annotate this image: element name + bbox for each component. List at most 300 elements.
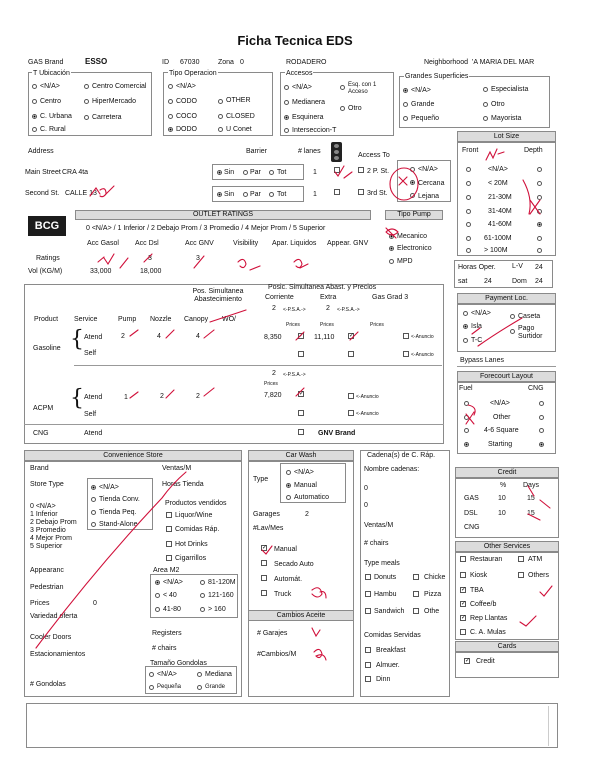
- lot-front-radio[interactable]: [466, 236, 471, 241]
- svc-checkbox[interactable]: ✓: [461, 615, 467, 621]
- barrier-sin: Sin: [224, 191, 235, 198]
- gnv-brand-label: GNV Brand: [318, 430, 356, 437]
- pump-opt: MPD: [397, 258, 413, 265]
- meal-label: Hambu: [374, 591, 397, 598]
- scale-item: 5 Superior: [30, 543, 63, 550]
- ubicacion-radio-urbana[interactable]: [32, 114, 37, 119]
- scale-item: 0 <N/A>: [30, 503, 56, 510]
- credit-gas-label: GAS: [464, 495, 479, 502]
- pos-simul-label: Pos. Simultanea Abastecimiento: [192, 288, 244, 303]
- second-barrier-par[interactable]: [243, 192, 248, 197]
- acpm-self-label: Self: [84, 411, 97, 418]
- served-checkbox[interactable]: [365, 647, 371, 653]
- svc-label: Kiosk: [470, 572, 488, 579]
- second-lanes-value[interactable]: 1: [313, 191, 317, 198]
- cadena-value[interactable]: 0: [364, 502, 368, 509]
- op-radio-closed[interactable]: [218, 114, 223, 119]
- gas-nozzle-value[interactable]: 4: [157, 333, 161, 340]
- self-corr-checkbox[interactable]: [298, 351, 304, 357]
- meal-checkbox[interactable]: [413, 608, 419, 614]
- fc-opt: Starting: [488, 441, 513, 448]
- bcg-logo: BCG: [28, 216, 66, 236]
- cw-opt-checkbox[interactable]: ✓: [262, 545, 268, 551]
- cng-atend-label: Atend: [84, 430, 103, 437]
- acc-radio-interseccion[interactable]: [284, 128, 289, 133]
- op-radio-uconet[interactable]: [218, 127, 223, 132]
- tam-radio[interactable]: [149, 685, 154, 690]
- area-radio[interactable]: [200, 593, 205, 598]
- svc-label: TBA: [470, 587, 484, 594]
- ubicacion-radio-cc[interactable]: [84, 84, 89, 89]
- cw-opt-label: Manual: [274, 546, 297, 553]
- second-access-checkbox[interactable]: [334, 189, 340, 195]
- ubicacion-title: T Ubicación: [33, 70, 70, 77]
- lot-front-radio[interactable]: [466, 209, 471, 214]
- lanes-label: # lanes: [298, 148, 321, 155]
- neighborhood-label: Neighborhood: [424, 59, 468, 66]
- tam-radio[interactable]: [197, 672, 202, 677]
- pump-radio-mecanico[interactable]: [389, 234, 394, 239]
- ubicacion-opt: Centro: [40, 98, 62, 105]
- op-radio-na[interactable]: [168, 84, 173, 89]
- area-radio[interactable]: [200, 580, 205, 585]
- address-label: Address: [28, 148, 54, 155]
- zona-label: Zona: [218, 59, 234, 66]
- svc-checkbox[interactable]: [460, 556, 466, 562]
- prox-opt: <N/A>: [418, 166, 438, 173]
- tam-radio[interactable]: [149, 672, 154, 677]
- lot-opt: < 20M: [488, 180, 508, 187]
- cnt-extra[interactable]: 2: [326, 305, 330, 312]
- acc-radio-otro[interactable]: [340, 106, 345, 111]
- scale-item: 1 Inferior: [30, 511, 58, 518]
- lot-depth-radio[interactable]: [537, 248, 542, 253]
- main-barrier-tot[interactable]: [269, 170, 274, 175]
- prox-opt: Cercana: [418, 180, 445, 187]
- cnt-corriente[interactable]: 2: [272, 305, 276, 312]
- tam-opt: Mediana: [205, 671, 232, 678]
- second-barrier-sin[interactable]: [217, 192, 222, 197]
- svc-label: Others: [528, 572, 550, 579]
- forecourt-cng-label: CNG: [528, 385, 544, 392]
- credit-gas-pct[interactable]: 10: [498, 495, 506, 502]
- id-label: ID: [162, 59, 169, 66]
- svc-checkbox[interactable]: [460, 629, 466, 635]
- cw-opt-checkbox[interactable]: [261, 575, 267, 581]
- store-radio-na[interactable]: [91, 485, 96, 490]
- garages-label: Garages: [253, 511, 280, 518]
- prod-checkbox[interactable]: [166, 541, 172, 547]
- acpm-self-anuncio-checkbox[interactable]: [348, 410, 354, 416]
- outlet-col: Acc GNV: [185, 240, 214, 247]
- psa-label: <-P.S.A.->: [283, 307, 306, 313]
- rating-gnv[interactable]: 3: [196, 255, 200, 262]
- neighborhood-value[interactable]: 'A MARIA DEL MAR: [472, 59, 535, 66]
- meal-label: Donuts: [374, 574, 397, 581]
- fc-cng-radio[interactable]: [539, 401, 544, 406]
- served-label: Dinn: [376, 676, 391, 683]
- prod-checkbox[interactable]: [166, 512, 172, 518]
- second-barrier-tot[interactable]: [269, 192, 274, 197]
- bypass-lanes-label: Bypass Lanes: [460, 357, 504, 364]
- fc-fuel-radio[interactable]: [464, 428, 469, 433]
- cw-radio-manual[interactable]: [286, 483, 291, 488]
- prod-label: Cigarrillos: [175, 555, 207, 562]
- form-title: Ficha Tecnica EDS: [237, 33, 353, 48]
- registers-label: Registers: [152, 630, 182, 637]
- barrier-sin: Sin: [224, 169, 235, 176]
- col-wo: WO/: [222, 316, 236, 323]
- tam-opt: <N/A>: [157, 671, 177, 678]
- ubicacion-radio-hiper[interactable]: [84, 99, 89, 104]
- cambios-label: #Cambios/M: [257, 651, 297, 658]
- sup-opt: Otro: [491, 101, 505, 108]
- ubicacion-opt: C. Urbana: [40, 113, 72, 120]
- lv-value[interactable]: 24: [535, 264, 543, 271]
- self-extra-checkbox[interactable]: [348, 351, 354, 357]
- acc-radio-medianera[interactable]: [284, 100, 289, 105]
- acpm-brace: {: [70, 386, 84, 411]
- horas-label: Horas Oper.: [458, 264, 496, 271]
- acpm-self-checkbox[interactable]: [298, 410, 304, 416]
- sup-radio-na[interactable]: [403, 88, 408, 93]
- third-st-label: 3rd St.: [367, 190, 388, 197]
- rating-dsl[interactable]: 3: [148, 255, 152, 262]
- lot-front-radio[interactable]: [466, 222, 471, 227]
- lot-front-radio[interactable]: [466, 181, 471, 186]
- acpm-count[interactable]: 2: [272, 370, 276, 377]
- bypass-divider: [457, 366, 556, 367]
- svc-checkbox[interactable]: [518, 556, 524, 562]
- pay-opt: Pago Surtidor: [518, 325, 543, 340]
- credit-header: Credit: [455, 467, 559, 478]
- sup-opt: Especialista: [491, 86, 529, 93]
- area-radio[interactable]: [155, 593, 160, 598]
- third-st-checkbox[interactable]: [358, 189, 364, 195]
- gas-corr-checkbox[interactable]: ✓: [299, 333, 305, 339]
- acc-radio-esquinera[interactable]: [284, 115, 289, 120]
- op-opt: OTHER: [226, 97, 251, 104]
- meal-checkbox[interactable]: [365, 608, 371, 614]
- svc-checkbox[interactable]: [460, 572, 466, 578]
- prices-label: Prices: [370, 322, 384, 328]
- area-radio[interactable]: [155, 580, 160, 585]
- credit-dsl-days[interactable]: 15: [527, 510, 535, 517]
- ubicacion-radio-na[interactable]: [32, 84, 37, 89]
- meal-checkbox[interactable]: [365, 574, 371, 580]
- cw-opt: Manual: [294, 482, 317, 489]
- barrier-tot: Tot: [277, 191, 287, 198]
- pay-radio-isla[interactable]: [463, 324, 468, 329]
- acpm-price[interactable]: 7,820: [264, 392, 282, 399]
- accesos-title: Accesos: [286, 70, 313, 77]
- forecourt-fuel-label: Fuel: [459, 385, 473, 392]
- fc-cng-radio[interactable]: [539, 428, 544, 433]
- pump-radio-electronico[interactable]: [389, 246, 394, 251]
- prices-label: Prices: [286, 322, 300, 328]
- tam-radio[interactable]: [197, 685, 202, 690]
- barrier-tot: Tot: [277, 169, 287, 176]
- lot-depth-radio[interactable]: [537, 181, 542, 186]
- posic-label: Posic. Simultanea Abast. y Precios: [268, 284, 377, 291]
- prices-label: Prices: [320, 322, 334, 328]
- svc-checkbox[interactable]: [518, 572, 524, 578]
- area-radio[interactable]: [155, 607, 160, 612]
- sup-radio-pequeno[interactable]: [403, 116, 408, 121]
- svc-label: Rep Llantas: [470, 615, 508, 622]
- acpm-canopy-value[interactable]: 2: [196, 393, 200, 400]
- lot-depth-radio[interactable]: [537, 209, 542, 214]
- meal-label: Othe: [424, 608, 440, 615]
- fuel-section: [24, 284, 444, 444]
- op-radio-coco[interactable]: [168, 114, 173, 119]
- lot-front-label: Front: [462, 147, 479, 154]
- fc-cng-radio[interactable]: [539, 442, 544, 447]
- main-street-label: Main Street: [25, 169, 61, 176]
- acpm-nozzle-value[interactable]: 2: [160, 393, 164, 400]
- two-pst-checkbox[interactable]: [358, 167, 364, 173]
- lot-depth-radio[interactable]: [537, 195, 542, 200]
- acc-radio-na[interactable]: [284, 85, 289, 90]
- ubicacion-radio-rural[interactable]: [32, 127, 37, 132]
- store-radio-peq[interactable]: [91, 510, 96, 515]
- sup-opt: <N/A>: [411, 87, 431, 94]
- lot-depth-radio[interactable]: [537, 167, 542, 172]
- cadena-ventas-label: Ventas/M: [364, 522, 394, 529]
- fc-cng-radio[interactable]: [539, 415, 544, 420]
- second-st-value[interactable]: CALLE 13: [65, 190, 97, 197]
- cw-opt-label: Truck: [274, 591, 292, 598]
- op-opt: U Conet: [226, 126, 252, 133]
- operacion-title: Tipo Operacion: [169, 70, 217, 77]
- pay-radio-tc[interactable]: [463, 338, 468, 343]
- fuel-divider: [74, 365, 442, 366]
- vol-gasol[interactable]: 33,000: [90, 268, 112, 275]
- sup-radio-mayorista[interactable]: [483, 116, 488, 121]
- sup-radio-grande[interactable]: [403, 102, 408, 107]
- services-header: Other Services: [455, 541, 559, 552]
- served-checkbox[interactable]: [365, 676, 371, 682]
- garages-value[interactable]: 2: [305, 511, 309, 518]
- meal-checkbox[interactable]: [365, 591, 371, 597]
- credit-pct-label: %: [500, 482, 507, 489]
- estacionamientos-label: Estacionamientos: [30, 651, 86, 658]
- area-radio[interactable]: [200, 607, 205, 612]
- svc-label: ATM: [528, 556, 543, 563]
- lot-opt: 21-30M: [488, 194, 512, 201]
- cards-credit-checkbox[interactable]: ✓: [465, 658, 471, 664]
- cw-opt: Automatico: [294, 494, 330, 501]
- acpm-price-checkbox[interactable]: ✓: [299, 391, 305, 397]
- col-nozzle: Nozzle: [150, 316, 172, 323]
- garajes-label: # Garajes: [257, 630, 288, 637]
- gas-pump-value[interactable]: 2: [121, 333, 125, 340]
- op-radio-dodo[interactable]: [168, 127, 173, 132]
- ubicacion-radio-centro[interactable]: [32, 99, 37, 104]
- col-service: Service: [74, 316, 98, 323]
- lot-front-radio[interactable]: [466, 248, 471, 253]
- cng-label: CNG: [33, 430, 49, 437]
- lav-mes-label: #Lav/Mes: [253, 525, 284, 532]
- fc-fuel-radio[interactable]: [464, 401, 469, 406]
- outlet-col: Appear. GNV: [327, 240, 369, 247]
- svc-label: C. A. Mulas: [470, 629, 506, 636]
- cng-checkbox[interactable]: [298, 429, 304, 435]
- pay-radio-caseta[interactable]: [510, 314, 515, 319]
- main-barrier-par[interactable]: [243, 170, 248, 175]
- meal-checkbox[interactable]: [413, 574, 419, 580]
- zona-value[interactable]: 0: [240, 59, 244, 66]
- conv-store-type-label: Store Type: [30, 481, 64, 488]
- cambios-header: Cambios Aceite: [248, 610, 354, 621]
- acc-radio-esq1[interactable]: [340, 85, 345, 90]
- acc-opt: Interseccion-T: [292, 127, 337, 134]
- tam-opt: Pequeña: [157, 684, 182, 690]
- outlet-ratings-header: OUTLET RATINGS: [75, 210, 371, 220]
- variedad-label: Variedad oferta: [30, 613, 78, 620]
- cw-radio-na[interactable]: [286, 470, 291, 475]
- lot-opt: 41-60M: [488, 221, 512, 228]
- self-anuncio-checkbox[interactable]: [403, 351, 409, 357]
- anuncio-label: <-Anuncio: [411, 334, 434, 340]
- op-opt: CODO: [176, 98, 197, 105]
- anuncio-label: <-Anuncio: [411, 352, 434, 358]
- price-extra[interactable]: 11,110: [314, 334, 335, 341]
- op-opt: COCO: [176, 113, 197, 120]
- credit-dsl-pct[interactable]: 10: [498, 510, 506, 517]
- prod-checkbox[interactable]: [166, 526, 172, 532]
- scale-item: 2 Debajo Prom: [30, 519, 77, 526]
- fc-fuel-radio[interactable]: [464, 415, 469, 420]
- appearance-label: Appearanc: [30, 567, 64, 574]
- sup-radio-otro[interactable]: [483, 102, 488, 107]
- fc-fuel-radio[interactable]: [464, 442, 469, 447]
- lot-opt: > 100M: [484, 247, 508, 254]
- comidas-label: Comidas Servidas: [364, 632, 421, 639]
- cw-opt: <N/A>: [294, 469, 314, 476]
- served-label: Almuer.: [376, 662, 400, 669]
- pay-opt: Caseta: [518, 313, 541, 320]
- credit-dsl-label: DSL: [464, 510, 478, 517]
- meal-checkbox[interactable]: [413, 591, 419, 597]
- op-opt: DODO: [176, 126, 197, 133]
- acpm-anuncio-checkbox[interactable]: [348, 393, 354, 399]
- gas-brand-value[interactable]: ESSO: [85, 57, 108, 66]
- cw-opt-checkbox[interactable]: [261, 560, 267, 566]
- gas-extra-checkbox[interactable]: ✓: [349, 333, 355, 339]
- credit-days-label: Days: [523, 482, 539, 489]
- traffic-light-icon: [331, 142, 342, 162]
- lot-size-header: Lot Size: [457, 131, 556, 142]
- cw-opt-label: Secado Auto: [274, 561, 314, 568]
- store-radio-conv[interactable]: [91, 497, 96, 502]
- lot-front-radio[interactable]: [466, 167, 471, 172]
- prox-radio-na[interactable]: [410, 167, 415, 172]
- lot-depth-radio[interactable]: [537, 222, 542, 227]
- prox-radio-lejana[interactable]: [410, 193, 415, 198]
- op-radio-codo[interactable]: [168, 99, 173, 104]
- acc-opt: Medianera: [292, 99, 326, 106]
- pump-radio-mpd[interactable]: [389, 259, 394, 264]
- store-opt: Tienda Conv.: [99, 496, 140, 503]
- vol-dsl[interactable]: 18,000: [140, 268, 162, 275]
- main-lanes-value[interactable]: 1: [313, 169, 317, 176]
- lot-opt: <N/A>: [488, 166, 508, 173]
- gas-canopy-value[interactable]: 4: [196, 333, 200, 340]
- sat-value[interactable]: 24: [484, 278, 492, 285]
- main-access-checkbox[interactable]: [334, 167, 340, 173]
- prox-radio-cercana[interactable]: [410, 180, 415, 185]
- prod-checkbox[interactable]: [166, 555, 172, 561]
- ubicacion-radio-carretera[interactable]: [84, 115, 89, 120]
- op-radio-other[interactable]: [218, 99, 223, 104]
- notes-box[interactable]: [26, 703, 558, 748]
- notes-scrollbar[interactable]: [548, 706, 557, 746]
- pay-radio-na[interactable]: [463, 311, 468, 316]
- access-to-label: Access To: [358, 152, 390, 159]
- main-street-value[interactable]: CRA 4ta: [62, 169, 89, 176]
- sup-opt: Pequeño: [411, 115, 440, 122]
- svc-label: Coffee/b: [470, 601, 497, 608]
- pay-radio-surtidor[interactable]: [510, 329, 515, 334]
- vol-label: Vol (KG/M): [28, 268, 63, 275]
- col-pump: Pump: [118, 316, 137, 323]
- outlet-col: Visibility: [233, 240, 259, 247]
- credit-gas-days[interactable]: 15: [527, 495, 535, 502]
- two-pst-label: 2 P. St.: [367, 168, 390, 175]
- served-checkbox[interactable]: [365, 662, 371, 668]
- outlet-col: Apar. Liquidos: [272, 240, 317, 247]
- acpm-pump-value[interactable]: 1: [124, 394, 128, 401]
- meal-label: Chicke: [424, 574, 446, 581]
- barrier-par: Par: [250, 169, 261, 176]
- lot-depth-radio[interactable]: [537, 236, 542, 241]
- id-value[interactable]: 67030: [180, 59, 200, 66]
- nombre-cadenas-label: Nombre cadenas:: [364, 466, 420, 473]
- station-name[interactable]: RODADERO: [286, 59, 327, 66]
- cards-group: [455, 652, 559, 678]
- carwash-type-label: Type: [253, 476, 269, 483]
- gas-anuncio-checkbox[interactable]: [403, 333, 409, 339]
- prox-opt: Lejana: [418, 193, 440, 200]
- prod-label: Hot Drinks: [175, 541, 208, 548]
- dom-value[interactable]: 24: [535, 278, 543, 285]
- cw-opt-checkbox[interactable]: [261, 590, 267, 596]
- barrier-label: Barrier: [246, 148, 268, 155]
- fc-opt: Other: [493, 414, 511, 421]
- svc-checkbox[interactable]: ✓: [461, 601, 467, 607]
- prices-value[interactable]: 0: [93, 600, 97, 607]
- lv-label: L-V: [512, 263, 523, 270]
- barrier-par: Par: [250, 191, 261, 198]
- cw-radio-auto[interactable]: [286, 495, 291, 500]
- sup-radio-especialista[interactable]: [483, 87, 488, 92]
- payment-header: Payment Loc.: [457, 293, 556, 304]
- pay-opt: Isla: [471, 323, 482, 330]
- svc-checkbox[interactable]: ✓: [461, 587, 467, 593]
- cadena-value[interactable]: 0: [364, 485, 368, 492]
- credit-cng-label: CNG: [464, 524, 480, 531]
- price-corriente[interactable]: 8,350: [264, 334, 282, 341]
- cards-credit-label: Credit: [476, 658, 495, 665]
- store-opt: Tienda Peq.: [99, 509, 137, 516]
- gas-grad-label: Gas Grad 3: [372, 294, 409, 301]
- store-radio-stand[interactable]: [91, 522, 96, 527]
- gasoline-brace: {: [70, 327, 84, 352]
- type-meals-label: Type meals: [364, 560, 400, 567]
- main-barrier-sin[interactable]: [217, 170, 222, 175]
- lot-front-radio[interactable]: [466, 195, 471, 200]
